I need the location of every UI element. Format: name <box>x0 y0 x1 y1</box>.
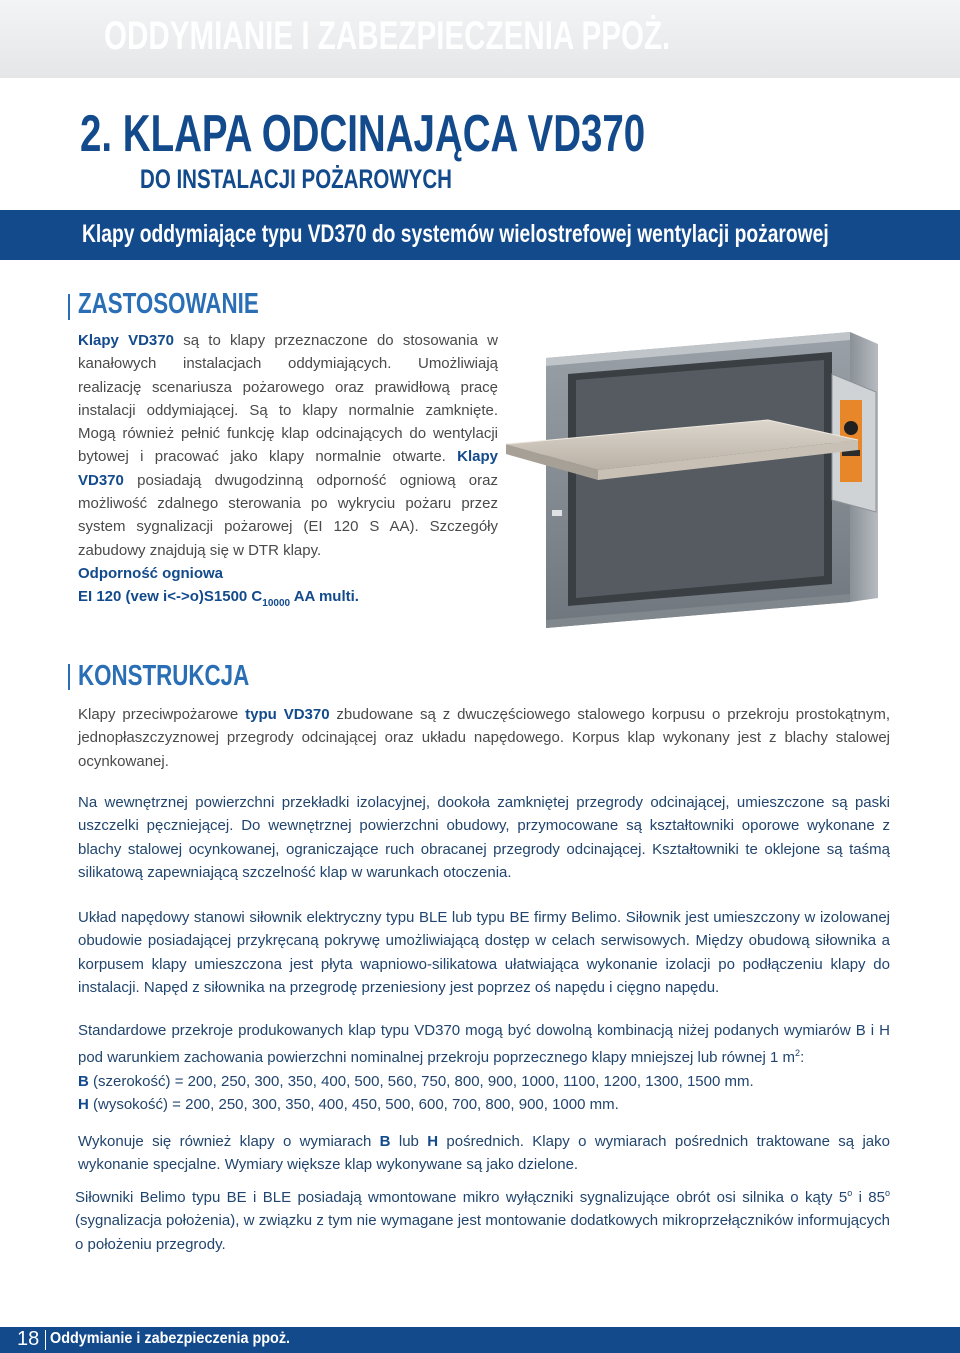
p6-sup1: o <box>847 1188 853 1198</box>
h-values: (wysokość) = 200, 250, 300, 350, 400, 450, 500, 600, 700, 800, 900, 1000 mm. <box>88 1095 619 1113</box>
p6-text-a: Siłowniki Belimo typu BE i BLE posiadają wmontowane mikro wyłączniki sygnalizujące obrót osi silnika o kąty 5 <box>75 1189 848 1206</box>
p6-sup2: o <box>885 1188 891 1198</box>
heading-marker <box>68 294 70 320</box>
zastosowanie-heading: ZASTOSOWANIE <box>78 288 259 320</box>
product-name-2: Klapy VD370 <box>78 448 498 489</box>
p5-h: H <box>427 1133 439 1150</box>
fire-value-main: EI 120 (vew i<->o)S1500 C <box>78 588 263 606</box>
zastosowanie-text-2: posiadają dwugodzinną odporność ogniową oraz możliwość zdalnego sterowania po wykryciu pożaru przez system sygnalizacji pożarowej (EI 120 S AA). Szczegóły zabudowy znajdują się w DTR klapy. <box>78 471 498 559</box>
damper-product-image <box>506 330 890 630</box>
p6-text-b: i 85 <box>852 1189 885 1206</box>
fire-value-sub: 10000 <box>262 598 291 610</box>
konstrukcja-heading: KONSTRUKCJA <box>78 660 250 692</box>
konstrukcja-paragraph-2: Na wewnętrznej powierzchni przekładki izolacyjnej, dookoła zamkniętej przegrody odcinającej, umieszczone są paski uszczelki pęczniejącej. Do wewnętrznej powierzchni obudowy, przymocowane są kształtowniki oporowe wykonane z blachy stalowej ocynkowanej, ograniczające ruch obracanej przegrody odcinającej. Kształtowniki te oklejone są taśmą silikatową zapewniającą szczelność klap w warunkach otoczenia. <box>78 794 890 881</box>
p1-text-c: zbudowane są z dwuczęściowego stalowego korpusu o przekroju prostokątnym, jednopłaszczyznowej przegrody odcinającej oraz układu napędowego. Korpus klap wykonany jest z blachy stalowej ocynkowanej. <box>78 706 890 770</box>
p5-text-e: pośrednich. Klapy o wymiarach pośrednich traktowane są jako wykonanie specjalne. Wymiary większe klap wykonywane są jako dzielone. <box>78 1133 890 1174</box>
p4-text: Standardowe przekroje produkowanych klap typu VD370 mogą być dowolną kombinacją niżej podanych wymiarów B i H pod warunkiem zachowania powierzchni nominalnej przekroju poprzecznego klapy mniejszej lub równej 1 m <box>78 1022 890 1067</box>
section-subtitle: DO INSTALACJI POŻAROWYCH <box>140 164 452 194</box>
konstrukcja-paragraph-4 <box>78 1019 890 1116</box>
zastosowanie-paragraph <box>78 329 498 616</box>
fire-resistance-value <box>78 585 498 615</box>
p5-text-a: Wykonuje się również klapy o wymiarach <box>78 1133 380 1150</box>
konstrukcja-paragraph-5 <box>78 1130 890 1177</box>
p1-product-type: typu VD370 <box>245 706 330 723</box>
header-category: ODDYMIANIE I ZABEZPIECZENIA PPOŻ. <box>104 14 671 58</box>
b-values: (szerokość) = 200, 250, 300, 350, 400, 500, 560, 750, 800, 900, 1000, 1100, 1200, 1300, 1500 mm. <box>88 1072 754 1090</box>
banner-text: Klapy oddymiające typu VD370 do systemów wielostrefowej wentylacji pożarowej <box>82 220 829 248</box>
footer-separator <box>45 1330 46 1350</box>
p4-end: : <box>800 1049 805 1067</box>
konstrukcja-paragraph-1 <box>78 703 890 773</box>
p5-text-c: lub <box>390 1133 428 1150</box>
product-name: Klapy VD370 <box>78 332 174 349</box>
section-title: 2. KLAPA ODCINAJĄCA VD370 <box>80 105 646 163</box>
p4-sup: 2 <box>795 1048 801 1059</box>
p5-b: B <box>379 1133 391 1150</box>
b-label: B <box>78 1072 89 1090</box>
heading-marker-2 <box>68 664 70 690</box>
konstrukcja-paragraph-6 <box>75 1182 890 1256</box>
zastosowanie-text-1: są to klapy przeznaczone do stosowania w kanałowych instalacjach oddymiających. Umożliwiają realizację scenariusza pożarowego oraz prawidłową pracę instalacji oddymiającej. Są to klapy normalnie zamknięte. Mogą również pełnić funkcję klap odcinających do wentylacji bytowej i pracować jako klapy normalnie otwarte. <box>78 332 498 466</box>
p1-text-a: Klapy przeciwpożarowe <box>78 706 246 723</box>
p6-text-c: (sygnalizacja położenia), w związku z tym nie wymagane jest montowanie dodatkowych mikroprzełączników informujących o położeniu przegrody. <box>75 1212 890 1253</box>
fire-value-end: AA multi. <box>290 588 359 606</box>
page-number: 18 <box>17 1328 40 1350</box>
konstrukcja-paragraph-3: Układ napędowy stanowi siłownik elektryczny typu BLE lub typu BE firmy Belimo. Siłownik jest umieszczony w izolowanej obudowie posiadającej przykręcaną pokrywę umożliwiającą dostęp w celach serwisowych. Między obudową siłownika a korpusem klapy umieszczona jest płyta wapniowo-silikatowa ułatwiająca wykonanie izolacji po podłączeniu klapy do instalacji. Napęd z siłownika na przegrodę przeniesiony jest poprzez oś napędu i cięgno napędu. <box>78 909 890 996</box>
footer-section-name: Oddymianie i zabezpieczenia ppoż. <box>50 1330 291 1347</box>
h-label: H <box>78 1095 89 1113</box>
fire-resistance-heading: Odporność ogniowa <box>78 564 223 582</box>
